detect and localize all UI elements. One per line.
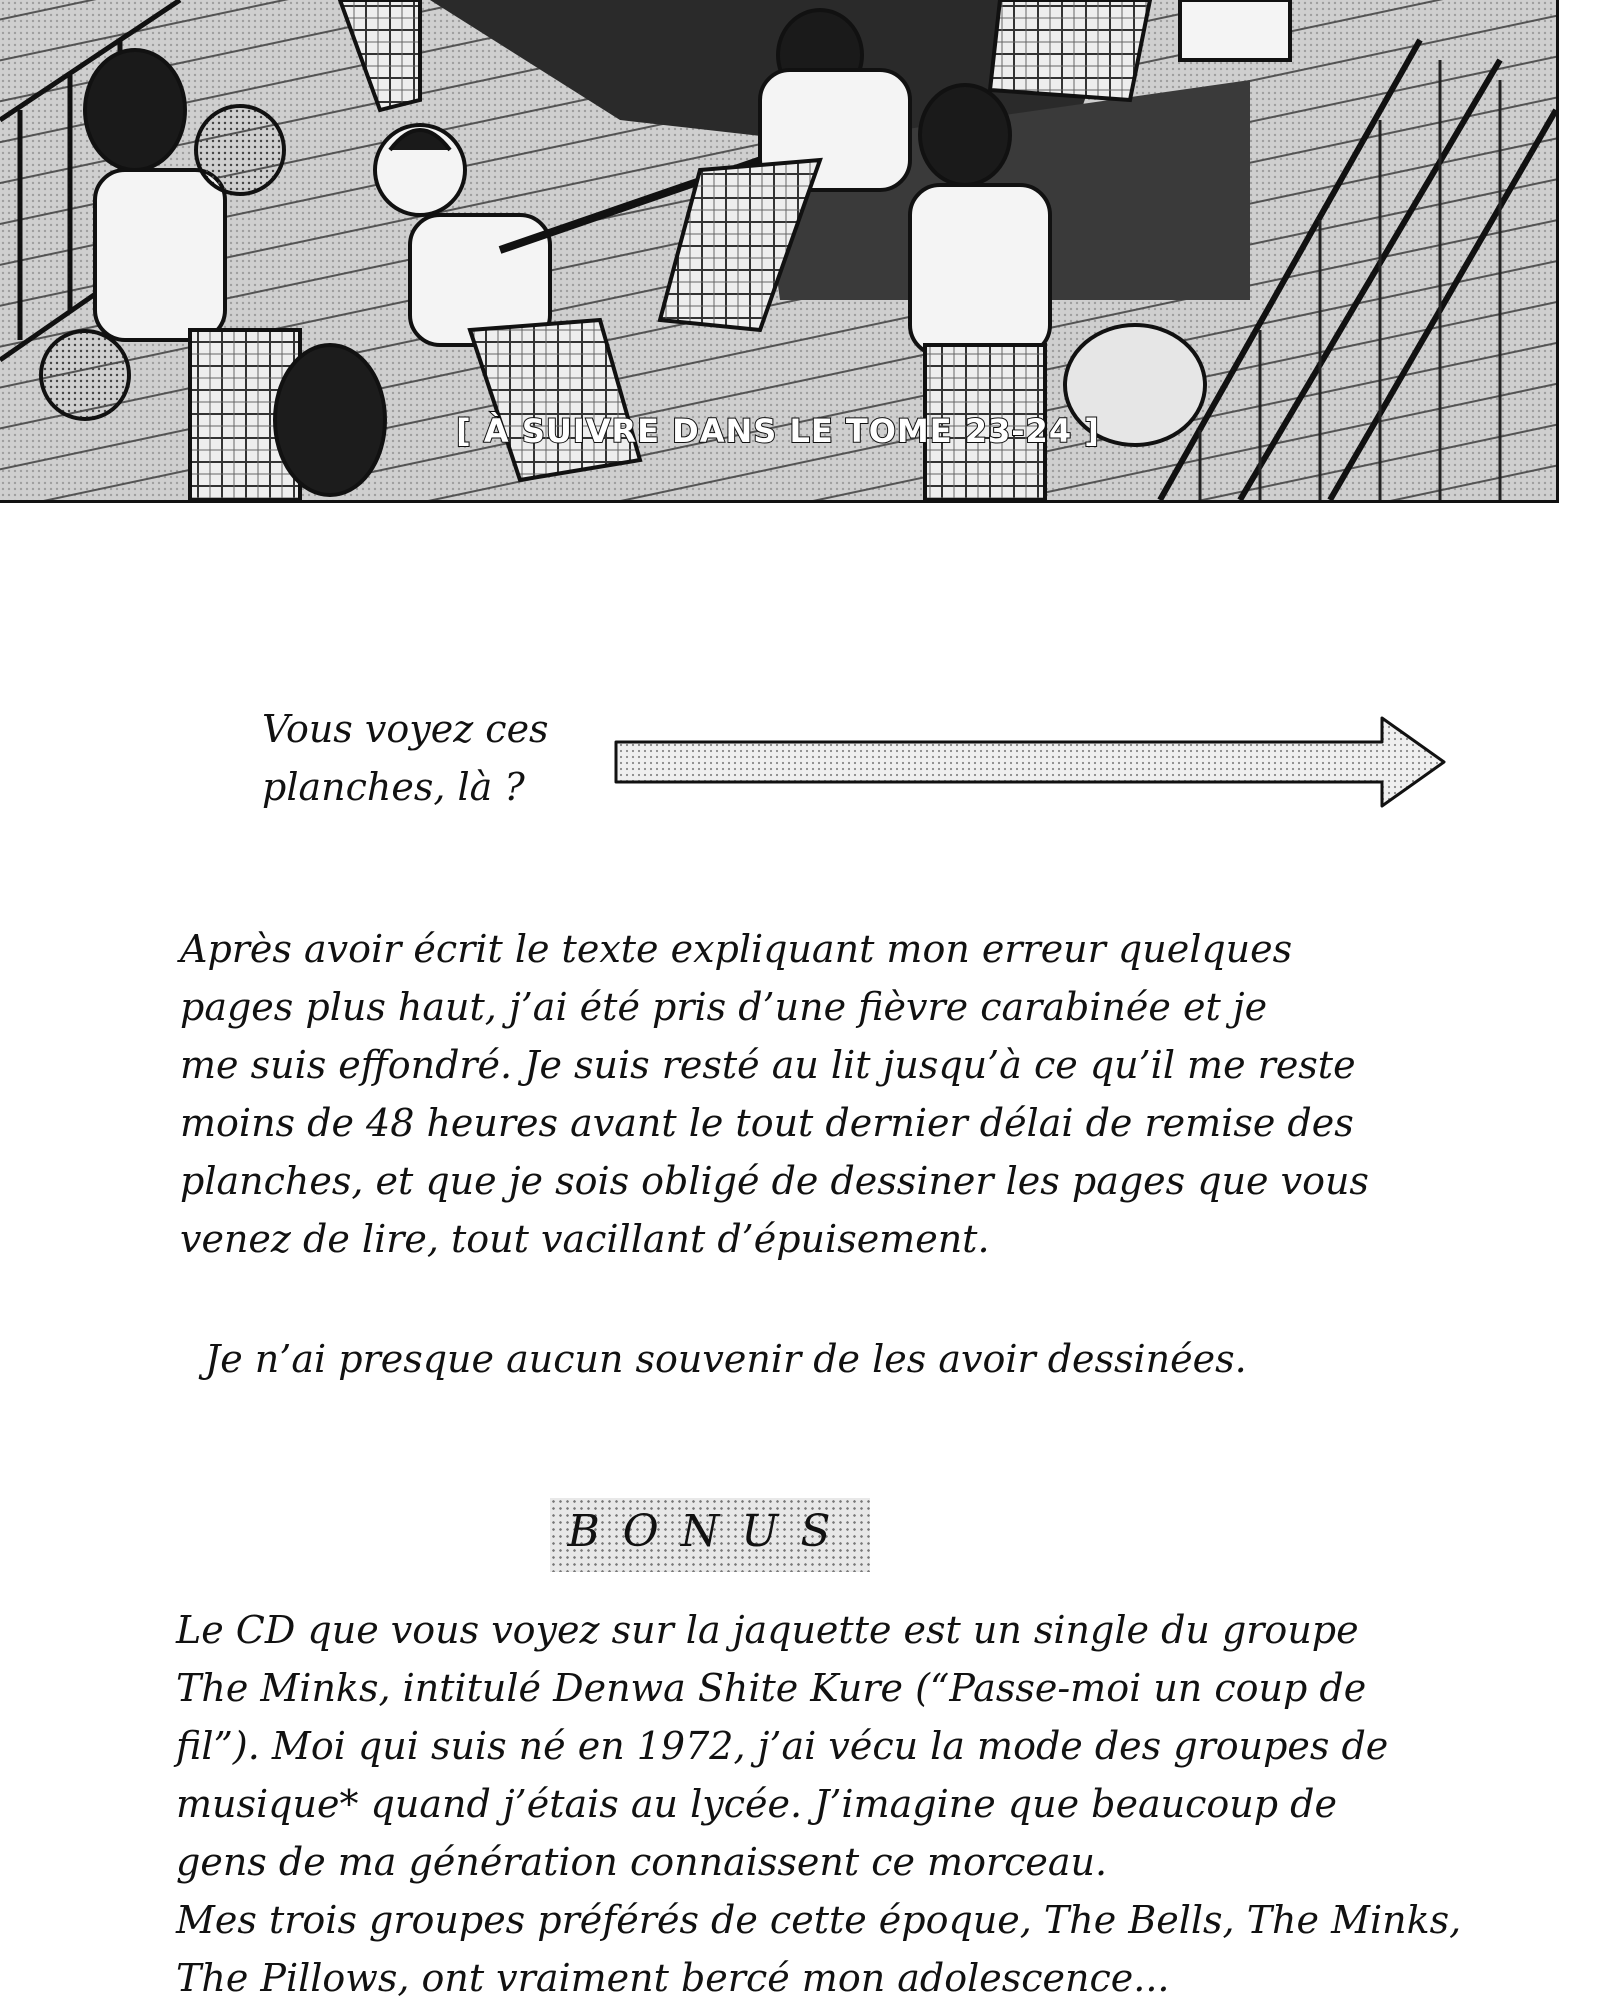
paragraph-explanation: Après avoir écrit le texte expliquant mon erreur quelques pages plus haut, j’ai été pris d’une fièvre carabinée et je me suis effondré. Je suis resté au lit jusqu’à ce qu’il me reste moins de 48 heures avant le tout dernier délai de remise des planches, et que je sois obligé de dessiner les pages que vous venez de lire, tout vacillant d’épuisement. — [180, 927, 1369, 1261]
bonus-title: BONUS — [567, 1506, 853, 1557]
manga-panel — [0, 0, 1559, 503]
paragraph-memory: Je n’ai presque aucun souvenir de les avoir dessinées. — [205, 1337, 1247, 1381]
paragraph-bonus: Le CD que vous voyez sur la jaquette est un single du groupe The Minks, intitulé Denwa Shite Kure (“Passe-moi un coup de fil”). Moi qui suis né en 1972, j’ai vécu la mode des groupes de musique* quand j’étais au lycée. J’imagine que beaucoup de gens de ma génération connaissent ce morceau. Mes trois groupes préférés de cette époque, The Bells, The Minks, The Pillows, ont vraiment bercé mon adolescence... — [176, 1608, 1462, 2000]
right-arrow-icon — [612, 712, 1448, 812]
intro-text: Vous voyez ces planches, là ? — [262, 707, 549, 809]
to-be-continued-caption: [ À SUIVRE DANS LE TOME 23-24 ] — [456, 412, 1100, 450]
